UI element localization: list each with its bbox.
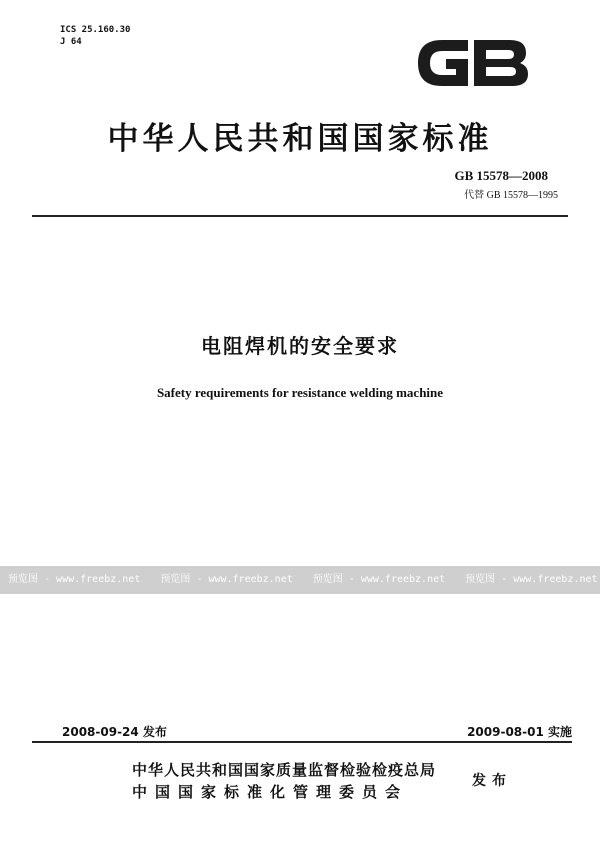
- watermark-text: 预览图 - www.freebz.net: [465, 574, 598, 585]
- standard-number: GB 15578—2008: [454, 168, 548, 183]
- watermark-text: 预览图 - www.freebz.net: [312, 574, 446, 585]
- gb-logo: [412, 32, 534, 94]
- classification-code: J 64: [60, 37, 82, 47]
- issuer-aqsiq: 中华人民共和国国家质量监督检验检疫总局: [132, 761, 437, 779]
- publish-date: 2008-09-24 发布: [62, 725, 167, 739]
- ics-block: [60, 24, 130, 48]
- implement-date: 2009-08-01 实施: [467, 725, 572, 739]
- ics-code: ICS 25.160.30: [60, 25, 131, 35]
- bottom-divider: [32, 741, 572, 743]
- document-title-en: Safety requirements for resistance welding machine: [156, 385, 444, 400]
- replaces-standard: 代替 GB 15578—1995: [464, 190, 558, 201]
- national-standard-title: 中华人民共和国国家标准: [107, 121, 493, 157]
- issue-label: 发布: [472, 773, 512, 789]
- watermark-banner: [0, 566, 600, 594]
- watermark-text: 预览图 - www.freebz.net: [160, 574, 293, 585]
- watermark-text: 预览图 - www.freebz.net: [8, 574, 141, 585]
- top-divider: [32, 215, 568, 217]
- document-title-zh: 电阻焊机的安全要求: [201, 334, 399, 358]
- issuer-sac: 中国国家标准化管理委员会: [132, 783, 409, 801]
